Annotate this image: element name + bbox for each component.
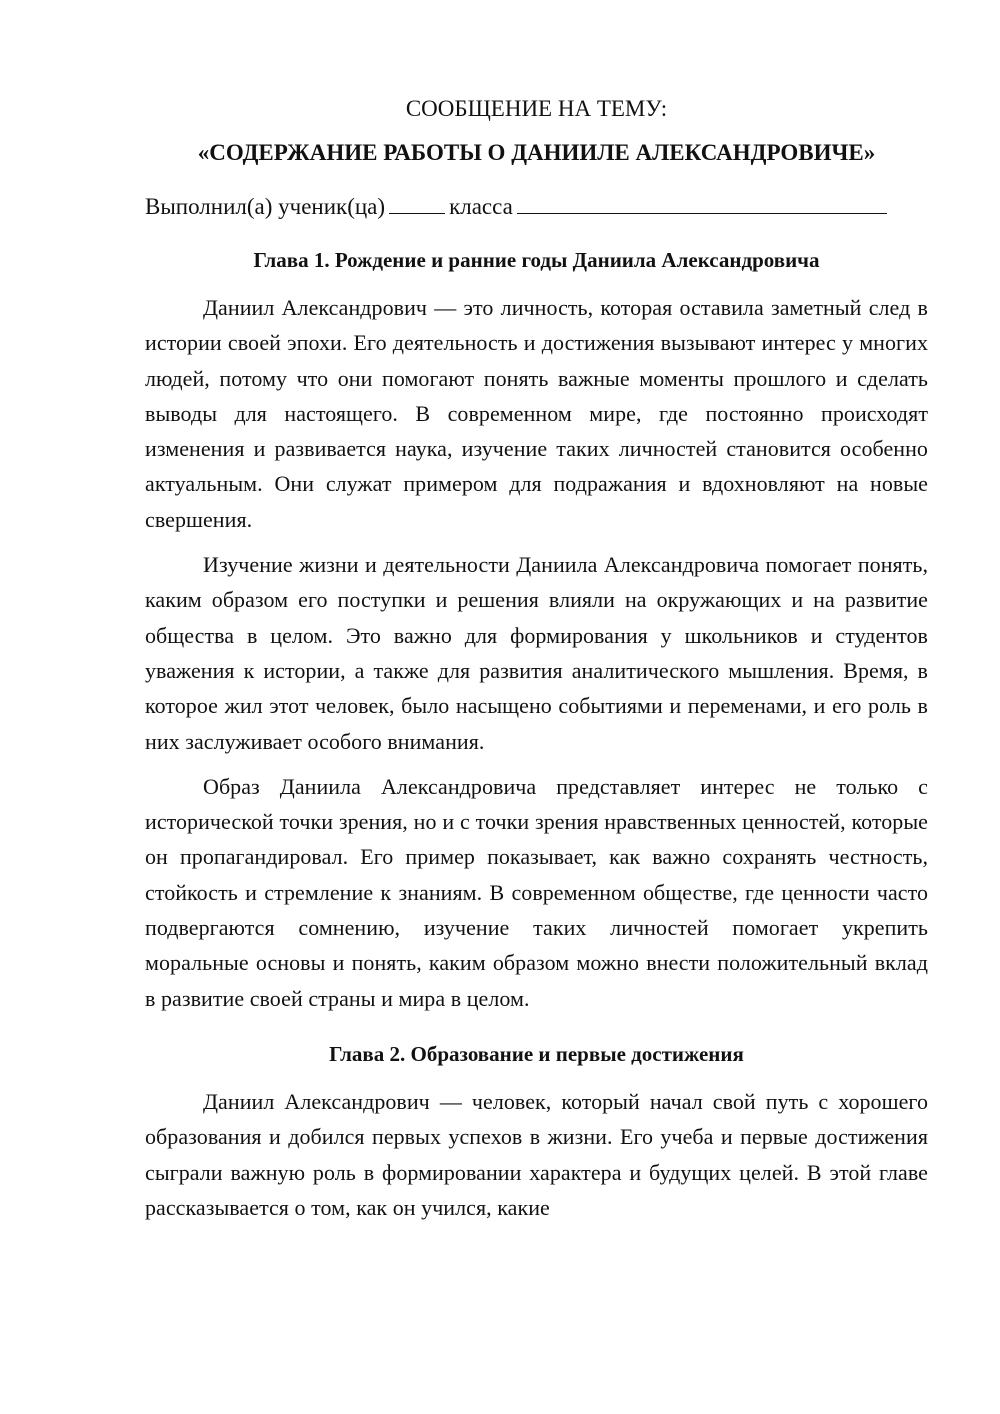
- author-line: [145, 190, 928, 224]
- document-title-line1: СООБЩЕНИЕ НА ТЕМУ:: [405, 96, 668, 121]
- author-class-label: класса: [449, 194, 513, 219]
- chapter-2-paragraph-1: Даниил Александрович — человек, который начал свой путь с хорошего образования и добился первых успехов в жизни. Его учеба и первые достижения сыграли важную роль в формировании характера и будущих целей. В этой главе рассказывается о том, как он учился, какие: [145, 1088, 928, 1220]
- class-number-blank[interactable]: [389, 191, 445, 214]
- chapter-1-heading: Глава 1. Рождение и ранние годы Даниила Александровича: [253, 248, 820, 272]
- chapter-1-paragraph-2: Изучение жизни и деятельности Даниила Александровича помогает понять, каким образом его поступки и решения влияли на окружающих и на развитие общества в целом. Это важно для формирования у школьников и студентов уважения к истории, а также для развития аналитического мышления. Время, в которое жил этот человек, было насыщено событиями и переменами, и его роль в них заслуживает особого внимания.: [145, 552, 928, 754]
- chapter-1-paragraph-1: Даниил Александрович — это личность, которая оставила заметный след в истории своей эпохи. Его деятельность и достижения вызывают интерес у многих людей, потому что они помогают понять важные моменты прошлого и сделать выводы для настоящего. В современном мире, где постоянно происходят изменения и развивается наука, изучение таких личностей становится особенно актуальным. Они служат примером для подражания и вдохновляют на новые свершения.: [145, 295, 928, 532]
- student-name-blank[interactable]: [517, 191, 887, 214]
- chapter-2-heading: Глава 2. Образование и первые достижения: [329, 1041, 744, 1066]
- chapter-1-paragraph-3: Образ Даниила Александровича представляет интерес не только с исторической точки зрения, но и с точки зрения нравственных ценностей, которые он пропагандировал. Его пример показывает, как важно сохранять честность, стойкость и стремление к знаниям. В современном обществе, где ценности часто подвергаются сомнению, изучение таких личностей помогает укрепить моральные основы и понять, каким образом можно внести положительный вклад в развитие своей страны и мира в целом.: [145, 773, 928, 1011]
- document-title-line2: «СОДЕРЖАНИЕ РАБОТЫ О ДАНИИЛЕ АЛЕКСАНДРОВИЧЕ»: [197, 140, 876, 165]
- author-prefix: Выполнил(а) ученик(ца): [145, 194, 386, 219]
- document-page: [145, 92, 928, 1235]
